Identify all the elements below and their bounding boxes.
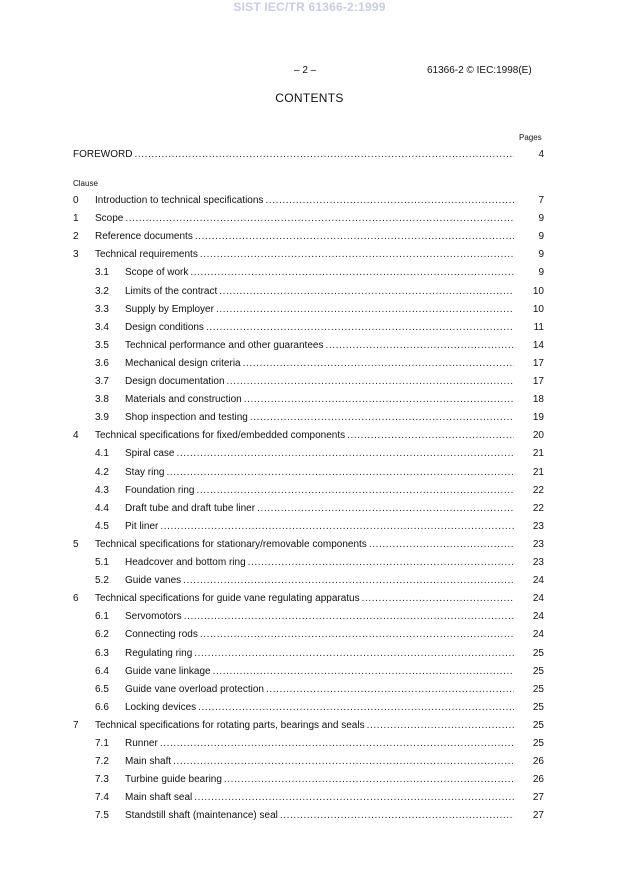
toc-entry-leader bbox=[125, 466, 514, 480]
toc-entry-title: Guide vane linkage bbox=[125, 666, 211, 677]
toc-entry-title: Locking devices bbox=[125, 702, 197, 713]
toc-entry-page: 24 bbox=[532, 611, 544, 622]
toc-entry-leader bbox=[125, 683, 514, 697]
toc-entry-leader bbox=[125, 773, 514, 787]
toc-entry-number: 6.2 bbox=[95, 629, 109, 640]
dot-leader bbox=[160, 520, 514, 534]
toc-entry-leader bbox=[125, 809, 514, 823]
toc-entry-number: 7.2 bbox=[95, 756, 109, 767]
toc-entry-leader bbox=[95, 230, 514, 244]
toc-entry-number: 0 bbox=[73, 195, 79, 206]
toc-entry[interactable] bbox=[0, 266, 619, 280]
toc-entry[interactable] bbox=[0, 574, 619, 588]
toc-entry[interactable] bbox=[0, 773, 619, 787]
toc-entry-leader bbox=[125, 647, 514, 661]
toc-entry-page: 19 bbox=[532, 412, 544, 423]
page-number: – 2 – bbox=[294, 65, 317, 76]
toc-entry[interactable] bbox=[0, 357, 619, 371]
toc-entry-number: 5.2 bbox=[95, 575, 109, 586]
toc-entry-title: Supply by Employer bbox=[125, 304, 214, 315]
toc-entry-leader bbox=[125, 321, 514, 335]
toc-entry-title: Draft tube and draft tube liner bbox=[125, 503, 256, 514]
toc-entry-leader bbox=[125, 556, 514, 570]
toc-entry-number: 6.3 bbox=[95, 648, 109, 659]
toc-entry-page: 25 bbox=[532, 720, 544, 731]
toc-entry-leader bbox=[125, 574, 514, 588]
toc-entry-leader bbox=[125, 502, 514, 516]
toc-entry[interactable] bbox=[0, 375, 619, 389]
toc-entry[interactable] bbox=[0, 194, 619, 208]
toc-entry-number: 3.6 bbox=[95, 358, 109, 369]
toc-entry[interactable] bbox=[0, 429, 619, 443]
toc-entry-page: 27 bbox=[532, 810, 544, 821]
toc-entry[interactable] bbox=[0, 556, 619, 570]
toc-entry[interactable] bbox=[0, 230, 619, 244]
toc-entry-number: 6.6 bbox=[95, 702, 109, 713]
dot-leader bbox=[362, 592, 514, 606]
toc-entry[interactable] bbox=[0, 285, 619, 299]
dot-leader bbox=[213, 665, 514, 679]
toc-entry-page: 27 bbox=[532, 792, 544, 803]
toc-entry-number: 4.5 bbox=[95, 521, 109, 532]
toc-entry[interactable] bbox=[0, 339, 619, 353]
toc-entry[interactable] bbox=[0, 411, 619, 425]
dot-leader bbox=[173, 755, 514, 769]
toc-entry-leader bbox=[125, 285, 514, 299]
dot-leader bbox=[198, 701, 514, 715]
toc-entry[interactable] bbox=[0, 791, 619, 805]
toc-entry-number: 6.1 bbox=[95, 611, 109, 622]
toc-entry-page: 22 bbox=[532, 503, 544, 514]
toc-entry-number: 7.1 bbox=[95, 738, 109, 749]
toc-entry-title: Technical specifications for rotating parts, bearings and seals bbox=[95, 720, 365, 731]
toc-entry-title: Scope of work bbox=[125, 267, 189, 278]
toc-entry[interactable] bbox=[0, 755, 619, 769]
toc-entry[interactable] bbox=[0, 592, 619, 606]
dot-leader bbox=[347, 429, 514, 443]
toc-entry-page: 9 bbox=[538, 231, 544, 242]
dot-leader bbox=[248, 556, 514, 570]
toc-entry-page: 4 bbox=[538, 149, 544, 160]
toc-entry-page: 25 bbox=[532, 738, 544, 749]
toc-entry-page: 23 bbox=[532, 557, 544, 568]
dot-leader bbox=[183, 574, 514, 588]
toc-entry-title: FOREWORD bbox=[73, 149, 133, 160]
toc-entry-page: 21 bbox=[532, 448, 544, 459]
toc-entry-page: 23 bbox=[532, 539, 544, 550]
dot-leader bbox=[195, 230, 514, 244]
toc-entry-number: 3 bbox=[73, 249, 79, 260]
toc-entry-page: 11 bbox=[533, 322, 544, 333]
toc-entry-number: 7.3 bbox=[95, 774, 109, 785]
toc-entry[interactable] bbox=[0, 321, 619, 335]
dot-leader bbox=[227, 375, 514, 389]
toc-entry-title: Mechanical design criteria bbox=[125, 358, 241, 369]
document-reference: 61366-2 © IEC:1998(E) bbox=[427, 65, 532, 76]
toc-entry-leader bbox=[73, 148, 514, 162]
toc-entry-number: 6.5 bbox=[95, 684, 109, 695]
watermark: SIST IEC/TR 61366-2:1999 bbox=[233, 0, 386, 14]
toc-entry-number: 7 bbox=[73, 720, 79, 731]
toc-entry-title: Turbine guide bearing bbox=[125, 774, 222, 785]
toc-entry-leader bbox=[125, 447, 514, 461]
toc-entry-page: 22 bbox=[532, 485, 544, 496]
toc-entry-leader bbox=[95, 429, 514, 443]
toc-entry-leader bbox=[125, 665, 514, 679]
toc-entry[interactable] bbox=[0, 447, 619, 461]
toc-entry-title: Guide vane overload protection bbox=[125, 684, 264, 695]
toc-entry-leader bbox=[125, 701, 514, 715]
toc-entry-leader bbox=[125, 484, 514, 498]
dot-leader bbox=[200, 248, 514, 262]
dot-leader bbox=[224, 773, 514, 787]
toc-entry-leader bbox=[95, 538, 514, 552]
dot-leader bbox=[194, 647, 514, 661]
toc-entry[interactable] bbox=[0, 665, 619, 679]
dot-leader bbox=[325, 339, 514, 353]
toc-entry-number: 4.2 bbox=[95, 467, 109, 478]
toc-entry-title: Materials and construction bbox=[125, 394, 242, 405]
dot-leader bbox=[219, 285, 514, 299]
toc-entry-leader bbox=[125, 610, 514, 624]
toc-entry-title: Technical requirements bbox=[95, 249, 198, 260]
toc-entry-leader bbox=[95, 248, 514, 262]
toc-entry[interactable] bbox=[0, 484, 619, 498]
toc-entry-page: 10 bbox=[532, 286, 544, 297]
dot-leader bbox=[176, 447, 514, 461]
toc-entry-number: 5.1 bbox=[95, 557, 109, 568]
toc-entry-page: 24 bbox=[532, 593, 544, 604]
pages-column-label: Pages bbox=[519, 133, 542, 142]
dot-leader bbox=[244, 393, 514, 407]
toc-entry-page: 9 bbox=[538, 267, 544, 278]
toc-entry[interactable] bbox=[0, 212, 619, 226]
toc-entry-title: Spiral case bbox=[125, 448, 175, 459]
toc-entry-title: Servomotors bbox=[125, 611, 182, 622]
toc-entry-page: 25 bbox=[532, 684, 544, 695]
toc-entry[interactable] bbox=[0, 647, 619, 661]
toc-entry-title: Technical performance and other guarantees bbox=[125, 340, 324, 351]
toc-entry-number: 5 bbox=[73, 539, 79, 550]
toc-entry[interactable] bbox=[0, 248, 619, 262]
toc-entry-leader bbox=[125, 791, 514, 805]
toc-entry-number: 3.9 bbox=[95, 412, 109, 423]
toc-entry-leader bbox=[125, 628, 514, 642]
toc-entry-leader bbox=[125, 411, 514, 425]
toc-entry-page: 24 bbox=[532, 575, 544, 586]
toc-entry-title: Technical specifications for guide vane regulating apparatus bbox=[95, 593, 360, 604]
toc-entry-title: Shop inspection and testing bbox=[125, 412, 248, 423]
dot-leader bbox=[257, 502, 514, 516]
toc-entry-number: 3.4 bbox=[95, 322, 109, 333]
toc-entry[interactable] bbox=[0, 520, 619, 534]
toc-entry-number: 3.5 bbox=[95, 340, 109, 351]
toc-entry-title: Design conditions bbox=[125, 322, 204, 333]
toc-entry-page: 21 bbox=[532, 467, 544, 478]
toc-entry-number: 6 bbox=[73, 593, 79, 604]
toc-entry-page: 26 bbox=[532, 756, 544, 767]
toc-entry[interactable] bbox=[0, 628, 619, 642]
toc-entry-leader bbox=[125, 393, 514, 407]
toc-entry-page: 25 bbox=[532, 666, 544, 677]
toc-entry-title: Regulating ring bbox=[125, 648, 193, 659]
toc-entry-leader bbox=[125, 375, 514, 389]
toc-entry-number: 3.8 bbox=[95, 394, 109, 405]
dot-leader bbox=[243, 357, 514, 371]
dot-leader bbox=[216, 303, 514, 317]
toc-entry-title: Scope bbox=[95, 213, 124, 224]
dot-leader bbox=[160, 737, 514, 751]
toc-entry-page: 20 bbox=[532, 430, 544, 441]
toc-entry-title: Connecting rods bbox=[125, 629, 198, 640]
dot-leader bbox=[190, 266, 514, 280]
toc-entry[interactable] bbox=[0, 701, 619, 715]
toc-entry[interactable] bbox=[0, 538, 619, 552]
toc-entry-title: Technical specifications for stationary/removable components bbox=[95, 539, 367, 550]
toc-entry-leader bbox=[125, 357, 514, 371]
dot-leader bbox=[200, 628, 514, 642]
toc-entry-title: Reference documents bbox=[95, 231, 193, 242]
toc-entry[interactable] bbox=[0, 502, 619, 516]
toc-entry-title: Design documentation bbox=[125, 376, 225, 387]
toc-entry-number: 7.4 bbox=[95, 792, 109, 803]
toc-entry-leader bbox=[125, 520, 514, 534]
dot-leader bbox=[250, 411, 514, 425]
dot-leader bbox=[194, 791, 514, 805]
toc-entry[interactable] bbox=[0, 148, 619, 162]
toc-entry-leader bbox=[95, 212, 514, 226]
dot-leader bbox=[184, 610, 514, 624]
toc-entry-number: 4.1 bbox=[95, 448, 109, 459]
toc-entry-page: 26 bbox=[532, 774, 544, 785]
toc-entry-title: Stay ring bbox=[125, 467, 165, 478]
toc-entry-number: 3.3 bbox=[95, 304, 109, 315]
dot-leader bbox=[125, 212, 514, 226]
dot-leader bbox=[367, 719, 514, 733]
toc-entry-page: 23 bbox=[532, 521, 544, 532]
toc-entry-leader bbox=[95, 592, 514, 606]
toc-entry[interactable] bbox=[0, 466, 619, 480]
dot-leader bbox=[166, 466, 514, 480]
toc-entry-leader bbox=[95, 719, 514, 733]
toc-entry[interactable] bbox=[0, 303, 619, 317]
toc-entry-number: 3.1 bbox=[95, 267, 109, 278]
toc-entry-page: 9 bbox=[538, 249, 544, 260]
toc-entry-page: 18 bbox=[532, 394, 544, 405]
toc-entry-leader bbox=[125, 266, 514, 280]
toc-entry-leader bbox=[125, 755, 514, 769]
dot-leader bbox=[206, 321, 514, 335]
toc-entry-leader bbox=[125, 737, 514, 751]
page-title: CONTENTS bbox=[275, 91, 344, 105]
toc-entry-title: Introduction to technical specifications bbox=[95, 195, 264, 206]
toc-entry-page: 25 bbox=[532, 648, 544, 659]
toc-entry-number: 7.5 bbox=[95, 810, 109, 821]
toc-entry-number: 1 bbox=[73, 213, 79, 224]
toc-entry[interactable] bbox=[0, 683, 619, 697]
dot-leader bbox=[134, 148, 514, 162]
toc-entry[interactable] bbox=[0, 737, 619, 751]
toc-entry-page: 7 bbox=[538, 195, 544, 206]
toc-entry-page: 17 bbox=[532, 376, 544, 387]
toc-entry[interactable] bbox=[0, 719, 619, 733]
toc-entry-leader bbox=[95, 194, 514, 208]
toc-entry-title: Guide vanes bbox=[125, 575, 182, 586]
dot-leader bbox=[280, 809, 514, 823]
dot-leader bbox=[369, 538, 514, 552]
toc-entry-title: Standstill shaft (maintenance) seal bbox=[125, 810, 278, 821]
toc-entry-leader bbox=[125, 303, 514, 317]
toc-entry-title: Foundation ring bbox=[125, 485, 195, 496]
toc-entry-title: Technical specifications for fixed/embedded components bbox=[95, 430, 346, 441]
toc-entry-title: Headcover and bottom ring bbox=[125, 557, 246, 568]
toc-entry-title: Limits of the contract bbox=[125, 286, 218, 297]
toc-entry-title: Runner bbox=[125, 738, 158, 749]
toc-entry-page: 10 bbox=[532, 304, 544, 315]
toc-entry-number: 4 bbox=[73, 430, 79, 441]
toc-entry-page: 14 bbox=[532, 340, 544, 351]
toc-entry-number: 2 bbox=[73, 231, 79, 242]
toc-entry-number: 4.3 bbox=[95, 485, 109, 496]
toc-entry[interactable] bbox=[0, 610, 619, 624]
toc-entry-title: Main shaft seal bbox=[125, 792, 193, 803]
dot-leader bbox=[265, 194, 514, 208]
toc-entry-number: 6.4 bbox=[95, 666, 109, 677]
toc-entry-number: 4.4 bbox=[95, 503, 109, 514]
toc-entry[interactable] bbox=[0, 393, 619, 407]
toc-entry-leader bbox=[125, 339, 514, 353]
toc-entry-page: 17 bbox=[532, 358, 544, 369]
toc-entry-title: Main shaft bbox=[125, 756, 172, 767]
toc-entry[interactable] bbox=[0, 809, 619, 823]
toc-entry-number: 3.2 bbox=[95, 286, 109, 297]
toc-entry-page: 24 bbox=[532, 629, 544, 640]
toc-entry-number: 3.7 bbox=[95, 376, 109, 387]
clause-column-label: Clause bbox=[73, 179, 98, 188]
toc-entry-page: 25 bbox=[532, 702, 544, 713]
dot-leader bbox=[266, 683, 514, 697]
toc-entry-page: 9 bbox=[538, 213, 544, 224]
dot-leader bbox=[197, 484, 515, 498]
toc-entry-title: Pit liner bbox=[125, 521, 159, 532]
